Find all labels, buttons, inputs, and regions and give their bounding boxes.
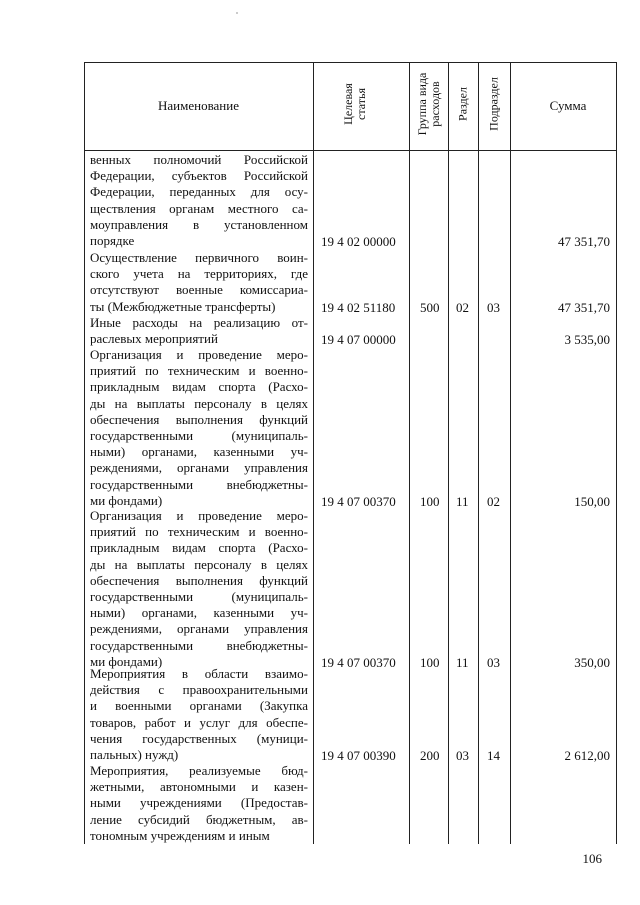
row-name-line: отсутствуют военные комиссариа- [90, 282, 308, 298]
row-sum: 3 535,00 [564, 332, 610, 348]
scan-speck [236, 12, 238, 14]
row-name-line: ными) органами, казенными уч- [90, 444, 308, 460]
column-divider [313, 62, 314, 844]
row-subsection: 03 [487, 654, 500, 670]
column-divider [409, 62, 410, 844]
row-name-line: ты (Межбюджетные трансферты) [90, 298, 276, 314]
row-subsection: 03 [487, 299, 500, 315]
row-name-line: обеспечения выполнения функций [90, 572, 308, 588]
row-target-article: 19 4 07 00000 [321, 332, 396, 348]
row-expense-group: 500 [420, 299, 440, 315]
row-expense-group: 200 [420, 748, 440, 763]
row-name-line: ными учреждениями (Предостав- [90, 795, 308, 811]
row-name-line: моуправления в установленном [90, 216, 308, 232]
column-divider [510, 62, 511, 844]
row-sum: 47 351,70 [558, 234, 610, 249]
page-number: 106 [582, 851, 602, 866]
header-name: Наименование [158, 98, 239, 113]
row-name-line: и военными органами (Закупка [90, 698, 308, 714]
header-divider [84, 150, 617, 151]
row-name-line: Федерации, переданных для осу- [90, 184, 308, 200]
row-name [90, 347, 308, 509]
row-target-article: 19 4 02 00000 [321, 234, 396, 249]
row-sum: 350,00 [574, 654, 610, 670]
row-sum: 150,00 [574, 493, 610, 509]
row-name-line: Организация и проведение меро- [90, 508, 308, 523]
row-sum: 47 351,70 [558, 299, 610, 315]
row-name-line: чения государственных (муници- [90, 730, 308, 746]
row-name-line: государственными (муниципаль- [90, 589, 308, 605]
row-subsection: 02 [487, 493, 500, 509]
header-sum: Сумма [549, 98, 587, 113]
row-target-article: 19 4 07 00370 [321, 493, 396, 509]
row-name-line: действия с правоохранительными [90, 682, 308, 698]
row-name-line: прикладным видам спорта (Расхо- [90, 540, 308, 556]
row-name-line: порядке [90, 233, 135, 249]
row-name-line: ды на выплаты персоналу в целях [90, 556, 308, 572]
row-name-line: Иные расходы на реализацию от- [90, 315, 308, 330]
row-name-line: тономным учреждениям и иным [90, 827, 270, 843]
row-expense-group: 100 [420, 654, 440, 670]
row-name-line: ществления органам местного са- [90, 200, 308, 216]
row-name-line: Мероприятия в области взаимо- [90, 666, 308, 681]
row-name-line: обеспечения выполнения функций [90, 411, 308, 427]
row-name-line: Мероприятия, реализуемые бюд- [90, 763, 308, 778]
row-subsection: 14 [487, 748, 500, 763]
row-name-line: прикладным видам спорта (Расхо- [90, 379, 308, 395]
row-name-line: ды на выплаты персоналу в целях [90, 395, 308, 411]
row-name-line: приятий по техническим и военно- [90, 524, 308, 540]
row-name-line: Осуществление первичного воин- [90, 250, 308, 265]
row-name [90, 666, 308, 763]
row-sum: 2 612,00 [564, 748, 610, 763]
document-page: Наименование Целевая статья Группа вида расходов Раздел Подраздел Сумма венных полномочий Российской Федерации, субъектов Российской Федерации, переданных для осу- ществления органам местного са- моуправления в установленном порядке 19 4 02 00000 47 351,70 Осуществление первичного воин- ского учета на территориях, где отсутствуют военные комиссариа- ты (Межбюджетные трансферты) 19 4 02 51180 500 02 03 47 351,70 Иные расходы на реализацию от- раслевых мероприятий 19 4 07 00000 3 535,00 Организация и проведение меро- приятий по техническим и военно- прикладным видам спорта (Расхо- ды на выплаты персоналу в целях обеспечения выполнения функций государственными (муниципаль- ными) органами, казенными уч- реждениями, органами управления государственными внебюджетны- ми фондами) 19 4 07 00370 100 11 02 150,00 Организация и проведение меро- приятий по техническим и военно- прикладным видам спорта (Расхо- ды на выплаты персоналу в целях обеспечения выполнения функций государственными (муниципаль- ными) органами, казенными уч- реждениями, органами управления государственными внебюджетны- ми фондами) 19 4 07 00370 100 11 03 350,00 Мероприятия в области взаимо- действия с правоохранительными и военными органами (Закупка товаров, работ и услуг для обеспе- чения государственных (муници- пальных) нужд) 19 4 07 00390 200 03 14 2 612,00 Мероприятия, реализуемые бюд- жетными, автономными и казен- ными учреждениями (Предостав- ление субсидий бюджетным, ав- тономным учреждениям и иным 106 [0, 0, 640, 905]
row-name-line: раслевых мероприятий [90, 331, 218, 347]
row-target-article: 19 4 02 51180 [321, 299, 396, 315]
header-section: Раздел [455, 87, 470, 121]
row-target-article: 19 4 07 00370 [321, 654, 396, 670]
row-name-line: ными) органами, казенными уч- [90, 605, 308, 621]
row-section: 11 [456, 493, 469, 509]
row-name [90, 508, 308, 670]
row-name [90, 250, 308, 315]
row-name-line: ми фондами) [90, 492, 163, 508]
row-name-line: приятий по техническим и военно- [90, 363, 308, 379]
table-border-left [84, 62, 85, 844]
row-name-line: ление субсидий бюджетным, ав- [90, 811, 308, 827]
row-section: 02 [456, 299, 469, 315]
row-name-line: пальных) нужд) [90, 747, 179, 763]
row-name-line: государственными (муниципаль- [90, 428, 308, 444]
row-name-line: государственными внебюджетны- [90, 476, 308, 492]
row-name [90, 315, 308, 347]
row-name-line: Федерации, субъектов Российской [90, 168, 308, 184]
row-name-line: товаров, работ и услуг для обеспе- [90, 714, 308, 730]
row-name-line: ми фондами) [90, 653, 163, 669]
row-name-line: реждениями, органами управления [90, 621, 308, 637]
row-name-line: реждениями, органами управления [90, 460, 308, 476]
row-name [90, 152, 308, 249]
row-expense-group: 100 [420, 493, 440, 509]
column-divider [448, 62, 449, 844]
row-name-line: Организация и проведение меро- [90, 347, 308, 362]
row-name-line: государственными внебюджетны- [90, 637, 308, 653]
row-target-article: 19 4 07 00390 [321, 748, 396, 763]
row-section: 03 [456, 748, 469, 763]
header-subsection: Подраздел [486, 77, 501, 131]
table-border-right [616, 62, 617, 844]
row-name [90, 763, 308, 844]
row-name-line: жетными, автономными и казен- [90, 779, 308, 795]
column-divider [478, 62, 479, 844]
row-name-line: венных полномочий Российской [90, 152, 308, 167]
row-name-line: ского учета на территориях, где [90, 266, 308, 282]
row-section: 11 [456, 654, 469, 670]
